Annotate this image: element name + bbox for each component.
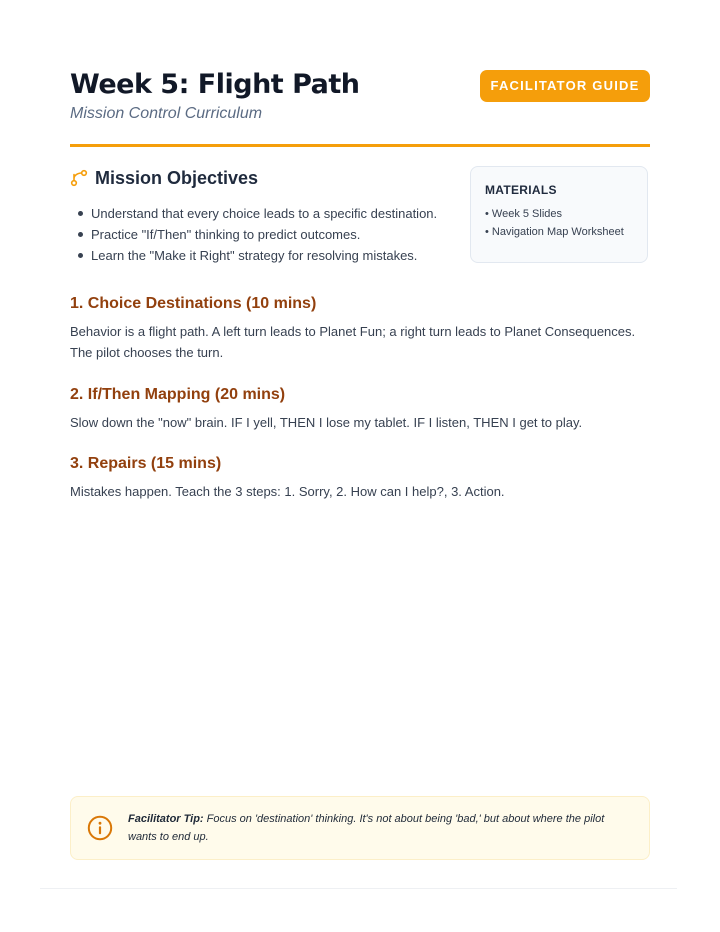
materials-item: • Navigation Map Worksheet (485, 226, 624, 238)
section-body: Mistakes happen. Teach the 3 steps: 1. Sorry, 2. How can I help?, 3. Action. (70, 484, 505, 499)
section-choice-destinations (70, 294, 650, 363)
objective-item: Learn the "Make it Right" strategy for resolving mistakes. (91, 245, 476, 266)
section-repairs (70, 454, 650, 502)
curriculum-page (70, 0, 650, 932)
page-header (70, 68, 650, 147)
objectives-heading-label: Mission Objectives (95, 167, 259, 188)
info-icon (87, 815, 113, 841)
section-body: Slow down the "now" brain. IF I yell, THEN I lose my tablet. IF I listen, THEN I get to play. (70, 415, 583, 430)
objectives-list (70, 203, 476, 266)
materials-item: • Week 5 Slides (485, 208, 563, 220)
tip-body: Focus on 'destination' thinking. It's not about being 'bad,' but about where the pilot wants to end up. (128, 813, 605, 843)
section-heading: 1. Choice Destinations (10 mins) (70, 295, 317, 312)
section-heading: 2. If/Then Mapping (20 mins) (70, 386, 286, 403)
footer-divider (40, 888, 677, 889)
materials-title: MATERIALS (485, 183, 557, 197)
objective-item: Understand that every choice leads to a specific destination. (91, 203, 476, 224)
materials-card (470, 166, 648, 263)
objectives-heading (70, 166, 258, 190)
tip-text (128, 810, 633, 846)
page-subtitle: Mission Control Curriculum (70, 105, 263, 122)
route-icon (70, 169, 88, 187)
section-if-then-mapping (70, 385, 650, 433)
section-heading: 3. Repairs (15 mins) (70, 455, 222, 472)
section-body: Behavior is a flight path. A left turn leads to Planet Fun; a right turn leads to Planet Consequences. The pilot chooses the turn. (70, 324, 636, 360)
facilitator-guide-badge: FACILITATOR GUIDE (480, 70, 650, 102)
tip-label: Facilitator Tip: (128, 813, 204, 825)
page-title: Week 5: Flight Path (70, 69, 360, 100)
objective-item: Practice "If/Then" thinking to predict outcomes. (91, 224, 476, 245)
facilitator-tip-box (70, 796, 650, 860)
